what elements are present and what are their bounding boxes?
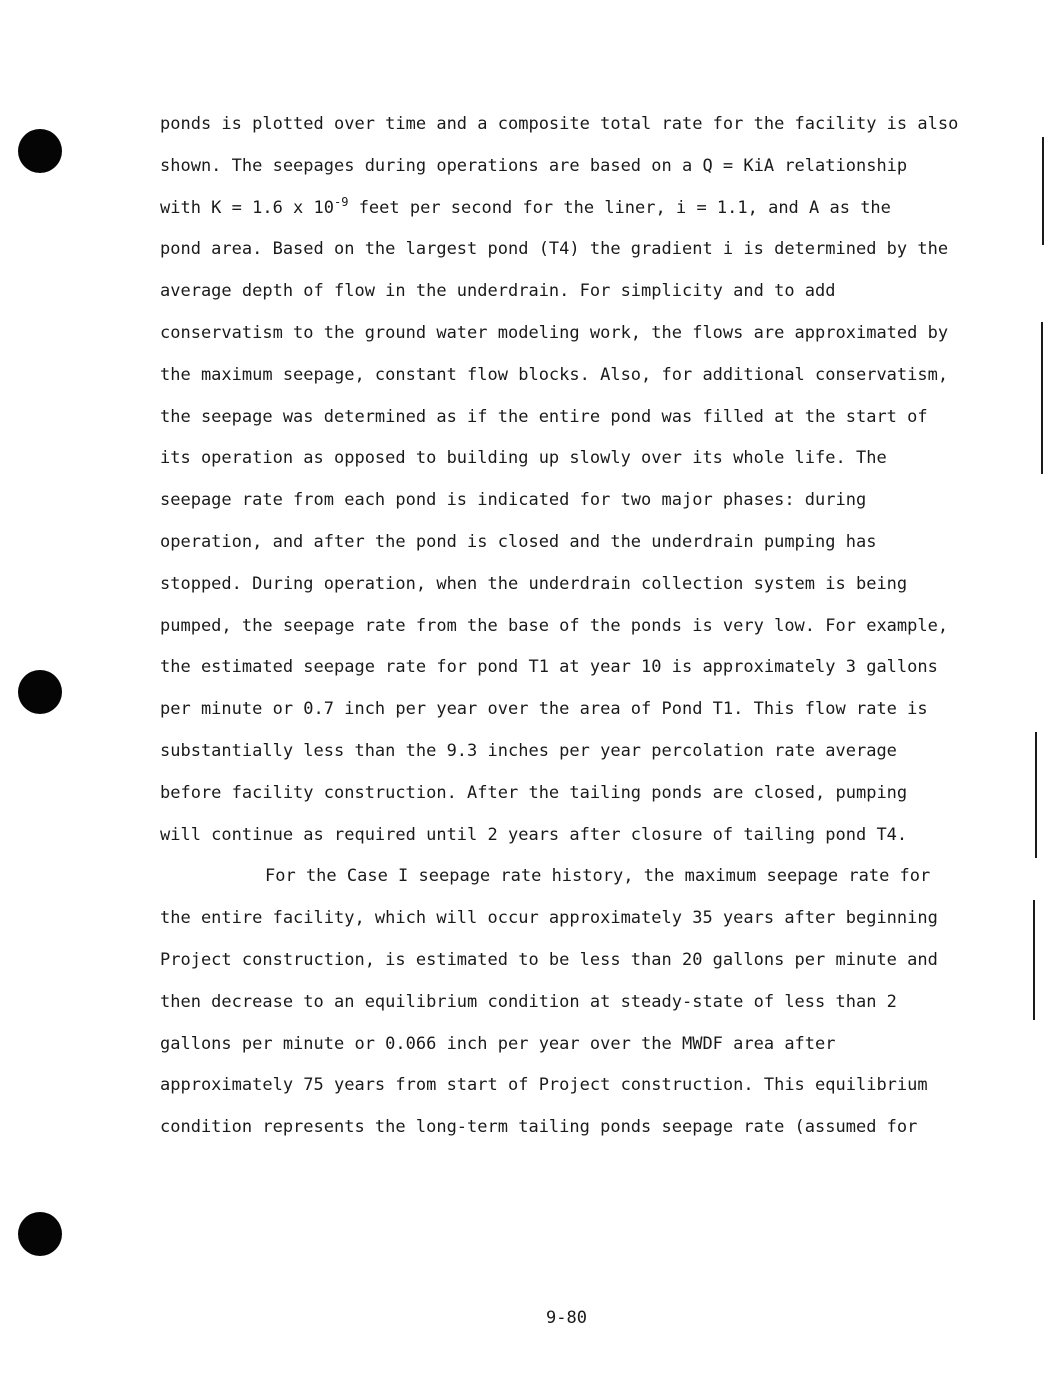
revision-bar [1035, 732, 1037, 858]
text-line: approximately 75 years from start of Project construction. This equilibrium [160, 1075, 928, 1096]
page-number: 9-80 [546, 1308, 587, 1328]
text-line: condition represents the long-term tailing ponds seepage rate (assumed for [160, 1117, 918, 1138]
text-line: then decrease to an equilibrium condition at steady-state of less than 2 [160, 991, 897, 1012]
text-line: stopped. During operation, when the underdrain collection system is being [160, 573, 908, 594]
text-line: ponds is plotted over time and a composite total rate for the facility is also [160, 114, 959, 134]
text-line: the maximum seepage, constant flow blocks. Also, for additional conservatism, [160, 364, 949, 385]
text-line: the seepage was determined as if the entire pond was filled at the start of [160, 406, 928, 427]
text-line: average depth of flow in the underdrain. For simplicity and to add [160, 281, 836, 302]
revision-bar [1033, 900, 1035, 1020]
text-line: seepage rate from each pond is indicated for two major phases: during [160, 490, 867, 511]
text-line: shown. The seepages during operations are based on a Q = KiA relationship [160, 155, 908, 176]
text-line: the entire facility, which will occur approximately 35 years after beginning [160, 908, 938, 929]
revision-bar [1041, 322, 1043, 474]
text-line: substantially less than the 9.3 inches per year percolation rate average [160, 740, 897, 761]
text-line: conservatism to the ground water modeling work, the flows are approximated by [160, 322, 949, 343]
text-line: operation, and after the pond is closed and the underdrain pumping has [160, 531, 877, 552]
text-line: per minute or 0.7 inch per year over the area of Pond T1. This flow rate is [160, 699, 928, 720]
text-line: before facility construction. After the tailing ponds are closed, pumping [160, 782, 908, 803]
exponent: -9 [334, 194, 349, 209]
binder-hole-bottom [18, 1212, 62, 1256]
text-segment: with K = 1.6 x 10 [160, 197, 334, 218]
text-segment: feet per second for the liner, i = 1.1, and A as the [348, 197, 891, 218]
text-line: will continue as required until 2 years after closure of tailing pond T4. [160, 824, 908, 845]
text-line: gallons per minute or 0.066 inch per year over the MWDF area after [160, 1033, 836, 1054]
text-line: its operation as opposed to building up slowly over its whole life. The [160, 448, 887, 469]
revision-bar [1042, 137, 1044, 245]
text-line: the estimated seepage rate for pond T1 at year 10 is approximately 3 gallons [160, 657, 938, 678]
body-text [160, 104, 1000, 1149]
binder-hole-middle [18, 670, 62, 714]
text-line: Project construction, is estimated to be less than 20 gallons per minute and [160, 949, 938, 970]
binder-hole-top [18, 129, 62, 173]
text-line: pond area. Based on the largest pond (T4) the gradient i is determined by the [160, 239, 949, 260]
paragraph-start-line: For the Case I seepage rate history, the maximum seepage rate for [265, 866, 931, 887]
text-line: pumped, the seepage rate from the base of the ponds is very low. For example, [160, 615, 949, 636]
text-line [160, 188, 1000, 230]
